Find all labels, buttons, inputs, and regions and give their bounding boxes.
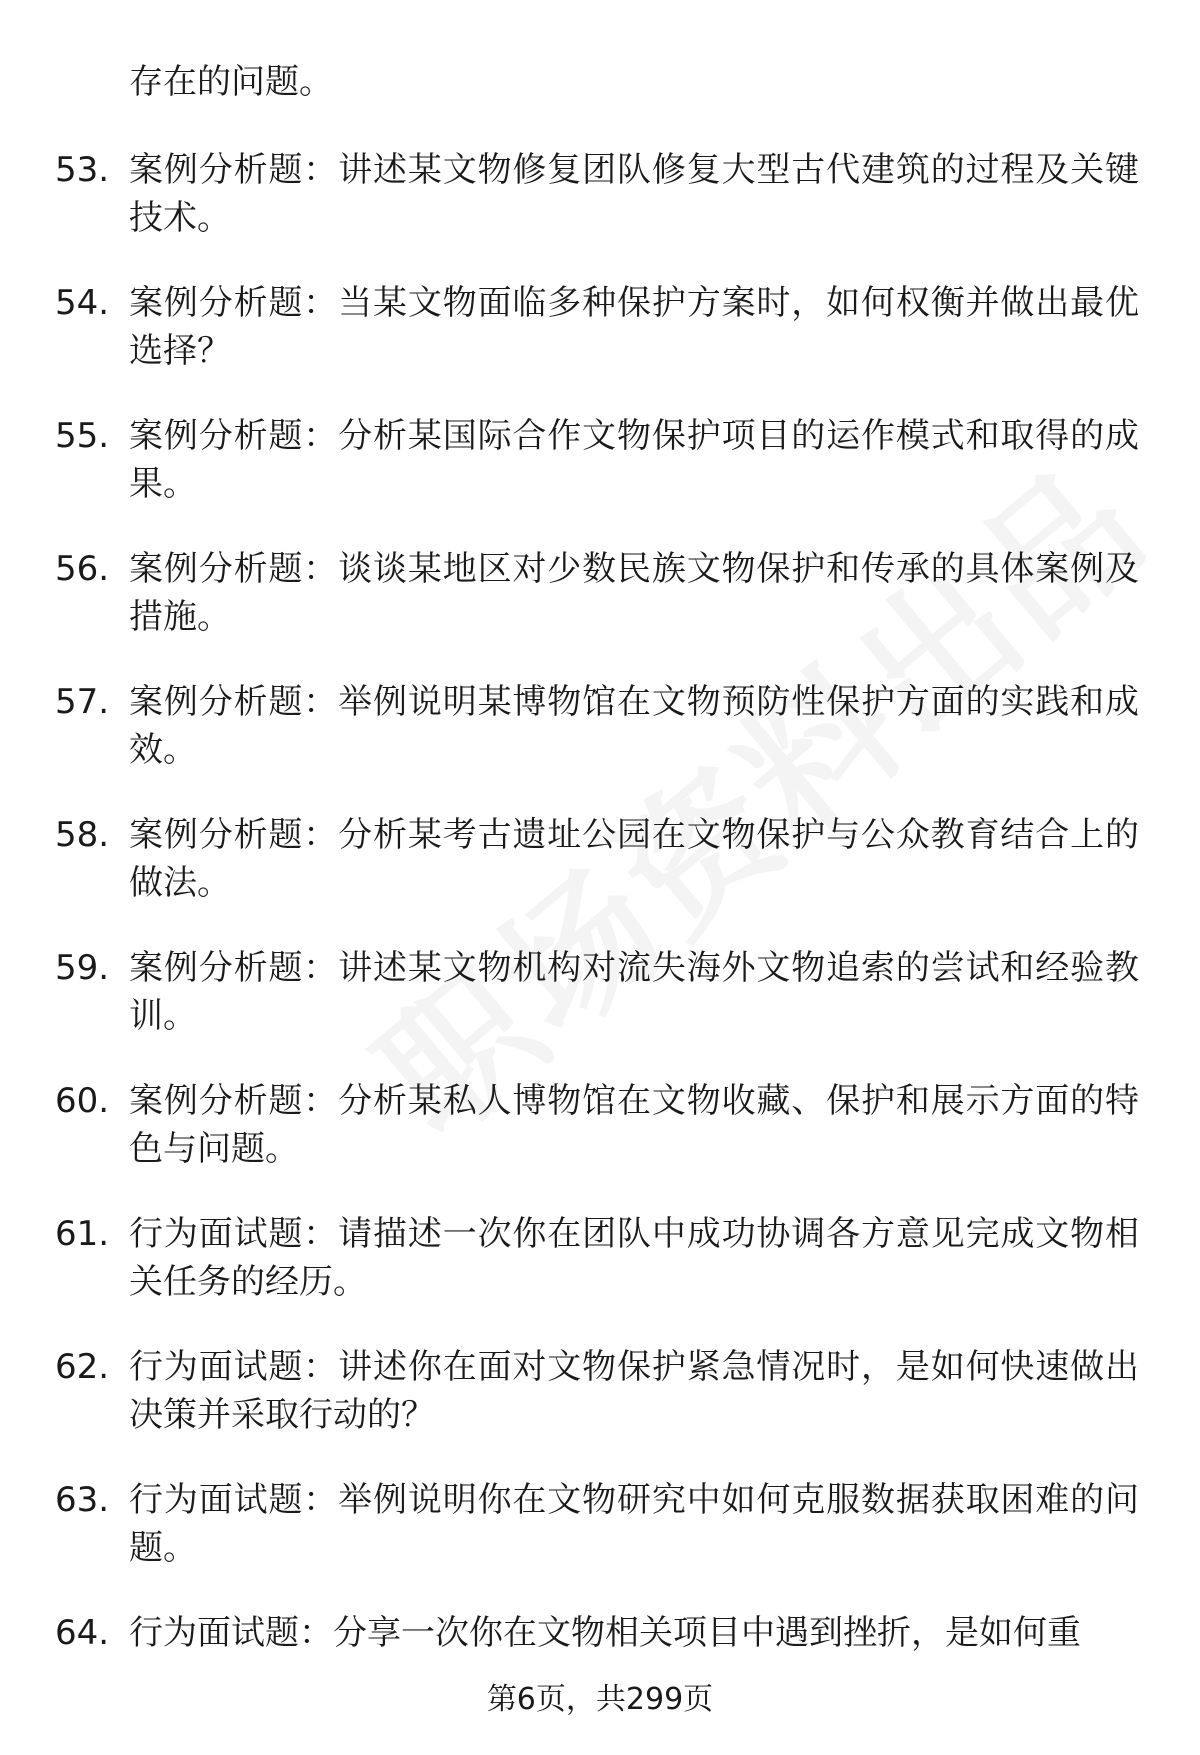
list-item bbox=[0, 678, 1200, 811]
item-text: 案例分析题：讲述某文物机构对流失海外文物追索的尝试和经验教训。 bbox=[129, 948, 1139, 1036]
item-number: 63. bbox=[55, 1480, 110, 1520]
item-text: 案例分析题：谈谈某地区对少数民族文物保护和传承的具体案例及措施。 bbox=[129, 549, 1139, 637]
list-item bbox=[0, 1476, 1200, 1609]
item-text: 案例分析题：分析某私人博物馆在文物收藏、保护和展示方面的特色与问题。 bbox=[129, 1081, 1139, 1169]
item-text: 行为面试题：分享一次你在文物相关项目中遇到挫折，是如何重 bbox=[129, 1613, 1081, 1653]
item-text: 案例分析题：分析某考古遗址公园在文物保护与公众教育结合上的做法。 bbox=[129, 815, 1139, 903]
continued-text: 存在的问题。 bbox=[129, 62, 333, 102]
item-number: 56. bbox=[55, 549, 110, 589]
list-item bbox=[0, 412, 1200, 545]
item-number: 55. bbox=[55, 416, 110, 456]
item-number: 57. bbox=[55, 682, 110, 722]
item-number: 64. bbox=[55, 1613, 110, 1653]
item-number: 62. bbox=[55, 1347, 110, 1387]
list-item bbox=[0, 279, 1200, 412]
list-item bbox=[0, 1210, 1200, 1343]
item-number: 59. bbox=[55, 948, 110, 988]
list-item bbox=[0, 1609, 1200, 1742]
item-number: 61. bbox=[55, 1214, 110, 1254]
list-item bbox=[0, 944, 1200, 1077]
page-footer: 第6页，共299页 bbox=[486, 1682, 714, 1717]
question-list bbox=[0, 146, 1200, 1742]
item-number: 54. bbox=[55, 283, 110, 323]
list-item bbox=[0, 545, 1200, 678]
list-item bbox=[0, 811, 1200, 944]
list-item bbox=[0, 146, 1200, 279]
item-text: 行为面试题：请描述一次你在团队中成功协调各方意见完成文物相关任务的经历。 bbox=[129, 1214, 1139, 1302]
list-item bbox=[0, 1077, 1200, 1210]
item-text: 案例分析题：举例说明某博物馆在文物预防性保护方面的实践和成效。 bbox=[129, 682, 1139, 770]
item-text: 案例分析题：当某文物面临多种保护方案时，如何权衡并做出最优选择？ bbox=[129, 283, 1139, 371]
item-number: 58. bbox=[55, 815, 110, 855]
item-text: 行为面试题：举例说明你在文物研究中如何克服数据获取困难的问题。 bbox=[129, 1480, 1139, 1568]
list-item bbox=[0, 1343, 1200, 1476]
item-text: 行为面试题：讲述你在面对文物保护紧急情况时，是如何快速做出决策并采取行动的？ bbox=[129, 1347, 1139, 1435]
item-number: 53. bbox=[55, 150, 110, 190]
item-text: 案例分析题：讲述某文物修复团队修复大型古代建筑的过程及关键技术。 bbox=[129, 150, 1139, 238]
item-number: 60. bbox=[55, 1081, 110, 1121]
item-text: 案例分析题：分析某国际合作文物保护项目的运作模式和取得的成果。 bbox=[129, 416, 1139, 504]
